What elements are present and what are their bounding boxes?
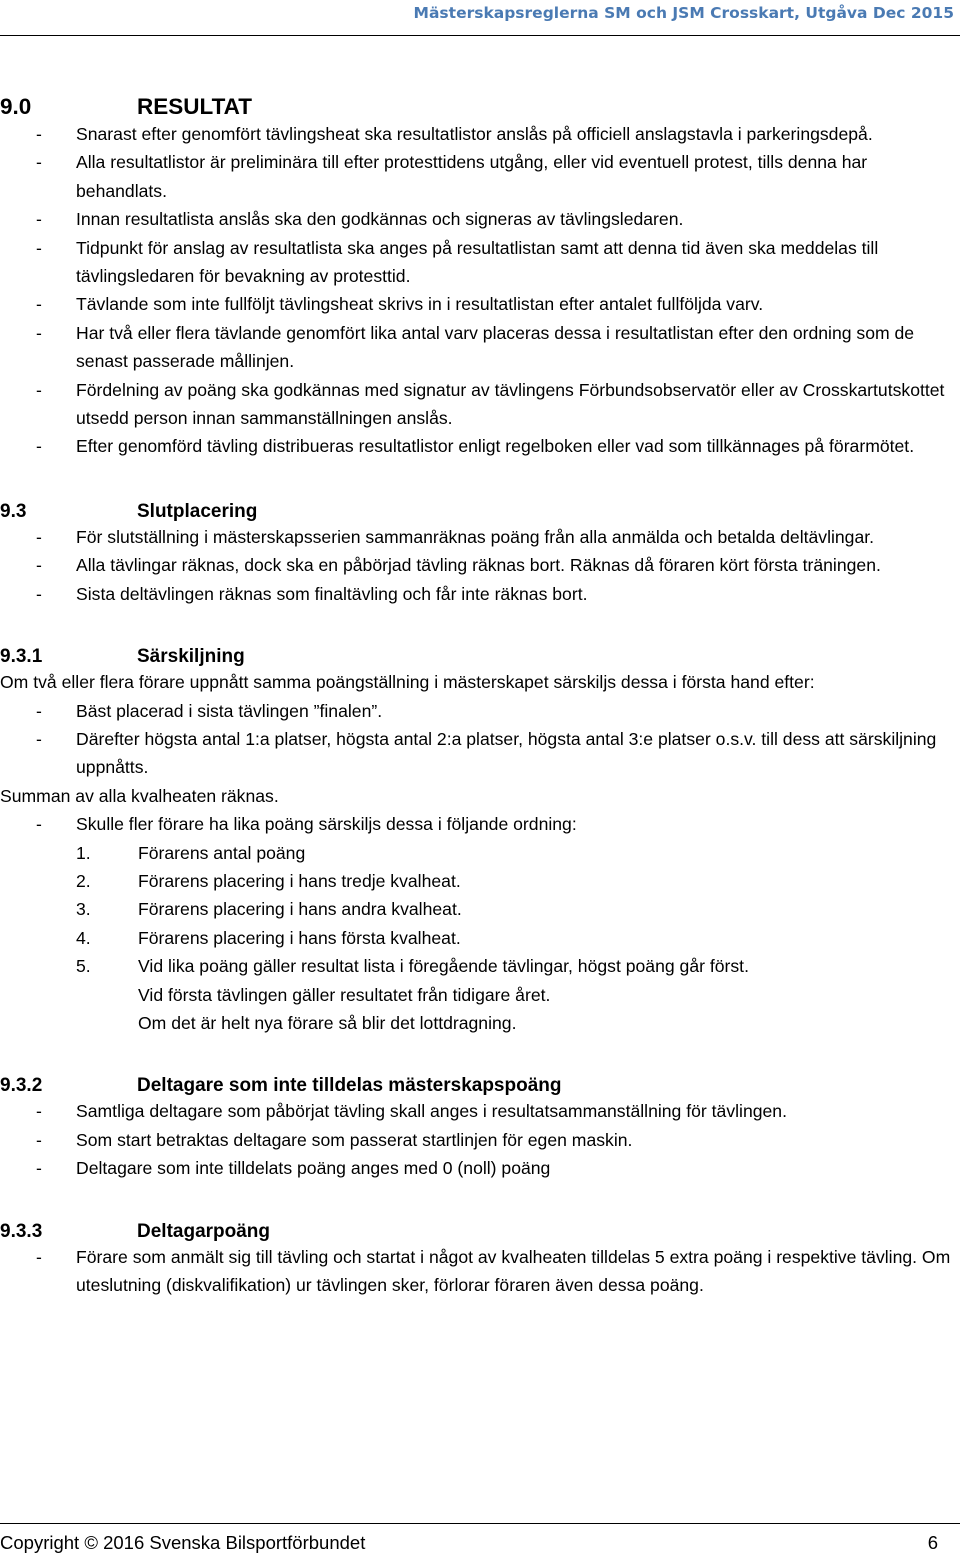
section-number: 9.0 [0, 94, 32, 119]
list-item: - Deltagare som inte tilldelats poäng anges med 0 (noll) poäng [0, 1154, 958, 1182]
continuation-text: Vid första tävlingen gäller resultatet från tidigare året. [138, 984, 551, 1005]
list-item: - Sista deltävlingen räknas som finaltävling och får inte räknas bort. [0, 580, 958, 608]
list-item: - Därefter högsta antal 1:a platser, högsta antal 2:a platser, högsta antal 3:e platser o.s.v. till dess att särskiljning uppnåtts. [0, 725, 958, 782]
bullet-list-9-3-3 [0, 1243, 958, 1300]
list-item: - Som start betraktas deltagare som passerat startlinjen för egen maskin. [0, 1126, 958, 1154]
dash-marker: - [36, 1129, 42, 1150]
bullet-list-9-0 [0, 120, 958, 461]
dash-marker: - [36, 814, 42, 835]
dash-marker: - [36, 1246, 42, 1267]
section-number: 9.3 [0, 500, 27, 522]
dash-marker: - [36, 209, 42, 230]
dash-marker: - [36, 1101, 42, 1122]
section-heading-9-3-3 [0, 1213, 958, 1243]
section-number: 9.3.2 [0, 1075, 43, 1097]
dash-marker: - [36, 124, 42, 144]
page-number: 6 [927, 1532, 938, 1553]
dash-marker: - [36, 379, 42, 400]
list-item: - Bäst placerad i sista tävlingen ”finalen”. [0, 697, 958, 725]
document-body [0, 88, 958, 1299]
list-item: - Innan resultatlista anslås ska den godkännas och signeras av tävlingsledaren. [0, 205, 958, 233]
dash-marker: - [36, 555, 42, 576]
section-title: RESULTAT [137, 94, 252, 119]
dash-marker: - [36, 526, 42, 547]
section-title: Särskiljning [137, 646, 245, 668]
ordered-item: 3. Förarens placering i hans andra kvalheat. [76, 899, 462, 920]
ordered-item: 4. Förarens placering i hans första kvalheat. [76, 927, 461, 948]
list-item: - Tidpunkt för anslag av resultatlista ska anges på resultatlistan samt att denna tid även ska meddelas till tävlingsledaren för bevakning av protesttid. [0, 234, 958, 291]
list-item: - Har två eller flera tävlande genomfört lika antal varv placeras dessa i resultatlistan efter den ordning som de senast passerade mållinjen. [0, 319, 958, 376]
list-item: - Alla tävlingar räknas, dock ska en påbörjad tävling räknas bort. Räknas då föraren kört första träningen. [0, 551, 958, 579]
section-title: Slutplacering [137, 500, 258, 522]
bullet-list-9-3-1 [0, 697, 958, 782]
list-item: - Förare som anmält sig till tävling och startat i något av kvalheaten tilldelas 5 extra poäng i respektive tävling. Om uteslutning (diskvalifikation) ur tävlingen sker, förlorar föraren även dessa poäng. [0, 1243, 958, 1300]
section-heading-9-3-1 [0, 638, 958, 668]
paragraph: Om två eller flera förare uppnått samma poängställning i mästerskapet särskiljs dessa i första hand efter: [0, 672, 815, 693]
footer-rule [0, 1523, 960, 1524]
list-item: - Tävlande som inte fullföljt tävlingsheat skrivs in i resultatlistan efter antalet fullföljda varv. [0, 290, 958, 318]
dash-marker: - [36, 436, 42, 457]
list-item: - För slutställning i mästerskapsserien sammanräknas poäng från alla anmälda och betalda deltävlingar. [0, 523, 958, 551]
running-header: Mästerskapsreglerna SM och JSM Crosskart, Utgåva Dec 2015 [413, 4, 954, 22]
ordered-item: 1. Förarens antal poäng [76, 842, 306, 863]
dash-marker: - [36, 294, 42, 315]
list-item: - Alla resultatlistor är preliminära till efter protesttidens utgång, eller vid eventuell protest, tills denna har behandlats. [0, 148, 958, 205]
continuation-text: Om det är helt nya förare så blir det lottdragning. [138, 1012, 517, 1033]
section-title: Deltagarpoäng [137, 1220, 271, 1242]
section-number: 9.3.1 [0, 646, 43, 668]
bullet-list-9-3 [0, 523, 958, 608]
ordered-item: 2. Förarens placering i hans tredje kvalheat. [76, 870, 461, 891]
dash-marker: - [36, 700, 42, 721]
dash-marker: - [36, 728, 42, 749]
ordered-list-tiebreak [0, 839, 958, 981]
dash-marker: - [36, 1158, 42, 1179]
bullet-list-tiebreak [0, 810, 958, 838]
copyright-text: Copyright © 2016 Svenska Bilsportförbundet [0, 1532, 366, 1553]
dash-marker: - [36, 583, 42, 604]
bullet-list-9-3-2 [0, 1097, 958, 1182]
list-item: - Snarast efter genomfört tävlingsheat ska resultatlistor anslås på officiell anslagstavla i parkeringsdepå. [0, 120, 958, 148]
header-rule [0, 35, 960, 36]
section-title: Deltagare som inte tilldelas mästerskapspoäng [137, 1075, 562, 1097]
dash-marker: - [36, 237, 42, 258]
ordered-item: 5. Vid lika poäng gäller resultat lista i föregående tävlingar, högst poäng går först. [76, 956, 749, 977]
dash-marker: - [36, 152, 42, 173]
section-heading-9-3 [0, 493, 958, 523]
list-item: - Skulle fler förare ha lika poäng särskiljs dessa i följande ordning: [0, 810, 958, 838]
list-item: - Efter genomförd tävling distribueras resultatlistor enligt regelboken eller vad som tillkännages på förarmötet. [0, 432, 958, 460]
paragraph: Summan av alla kvalheaten räknas. [0, 785, 279, 806]
list-item: - Fördelning av poäng ska godkännas med signatur av tävlingens Förbundsobservatör eller av Crosskartutskottet utsedd person innan sammanställningen anslås. [0, 376, 958, 433]
section-heading-9-0 [0, 90, 958, 120]
dash-marker: - [36, 322, 42, 343]
list-item: - Samtliga deltagare som påbörjat tävling skall anges i resultatsammanställning för tävlingen. [0, 1097, 958, 1125]
section-number: 9.3.3 [0, 1220, 43, 1242]
page-footer [0, 1532, 938, 1554]
section-heading-9-3-2 [0, 1067, 958, 1097]
